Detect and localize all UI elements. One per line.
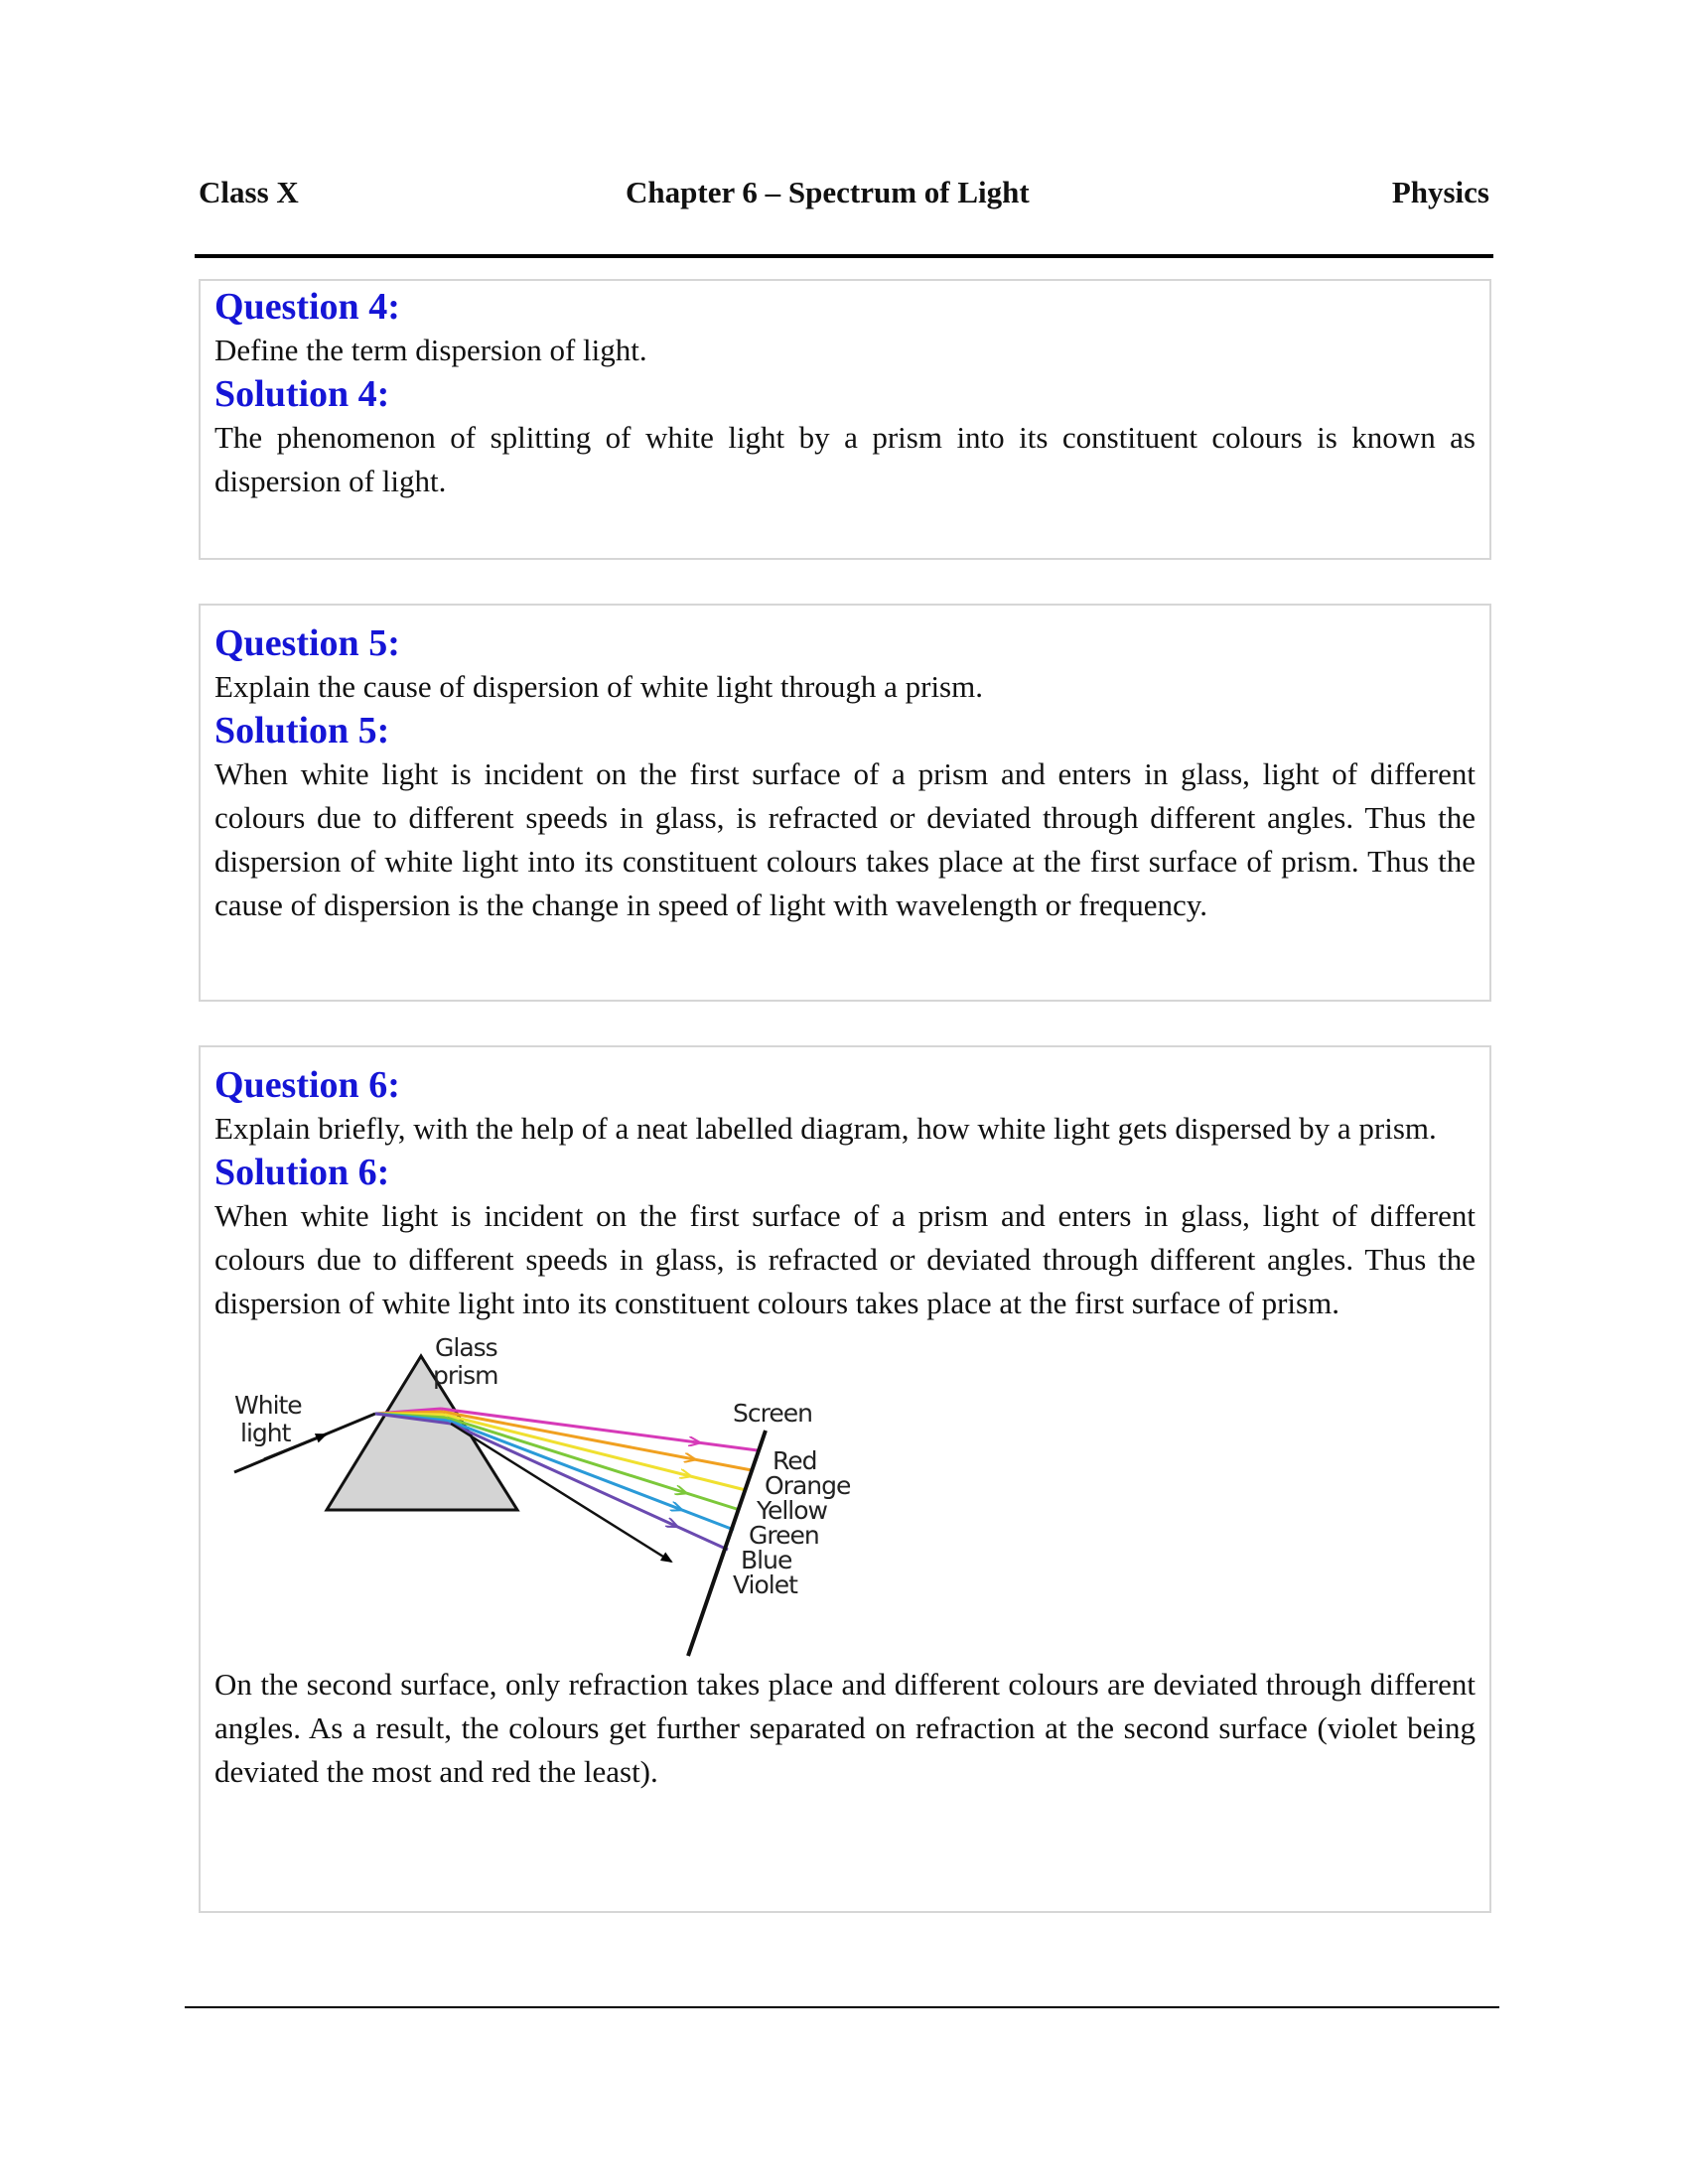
prism-dispersion-diagram bbox=[205, 1331, 851, 1659]
solution-4-heading: Solution 4: bbox=[214, 373, 390, 415]
footer-divider bbox=[185, 2006, 1499, 2008]
solution-6-text-2: On the second surface, only refraction takes place and different colours are deviated through different angles. As a result, the colours get further separated on refraction at the second surface (violet being deviated the most and red the least). bbox=[214, 1667, 1476, 1789]
question-5-text: Explain the cause of dispersion of white light through a prism. bbox=[214, 669, 983, 704]
subject-label: Physics bbox=[1391, 175, 1489, 209]
label-glass: Glass bbox=[435, 1333, 497, 1362]
question-4-text: Define the term dispersion of light. bbox=[214, 333, 647, 367]
label-screen: Screen bbox=[733, 1399, 812, 1428]
question-5-heading: Question 5: bbox=[214, 622, 400, 664]
class-label: Class X bbox=[199, 175, 299, 209]
question-4-heading: Question 4: bbox=[214, 286, 400, 328]
label-red: Red bbox=[773, 1446, 817, 1475]
label-prism: prism bbox=[433, 1361, 498, 1390]
chapter-title: Chapter 6 – Spectrum of Light bbox=[626, 175, 1030, 209]
question-5-box bbox=[199, 604, 1491, 1002]
page-header bbox=[199, 175, 1489, 214]
question-6-box bbox=[199, 1045, 1491, 1913]
solution-5-text: When white light is incident on the first surface of a prism and enters in glass, light of different colours due to different speeds in glass, is refracted or deviated through different angles. Thus the dispersion of white light into its constituent colours takes place at the first surface of prism. Thus the cause of dispersion is the change in speed of light with wavelength or frequency. bbox=[214, 756, 1476, 922]
question-6-heading: Question 6: bbox=[214, 1064, 400, 1106]
label-violet: Violet bbox=[733, 1570, 797, 1599]
question-4-box bbox=[199, 279, 1491, 560]
solution-5-heading: Solution 5: bbox=[214, 710, 390, 751]
solution-6-text: When white light is incident on the first surface of a prism and enters in glass, light of different colours due to different speeds in glass, is refracted or deviated through different angles. Thus the dispersion of white light into its constituent colours takes place at the first surface of prism. bbox=[214, 1198, 1476, 1320]
header-divider bbox=[195, 254, 1493, 258]
label-orange: Orange bbox=[765, 1471, 851, 1500]
label-green: Green bbox=[749, 1521, 819, 1550]
question-6-text: Explain briefly, with the help of a neat labelled diagram, how white light gets dispersed by a prism. bbox=[214, 1111, 1437, 1146]
solution-6-heading: Solution 6: bbox=[214, 1152, 390, 1193]
solution-4-text: The phenomenon of splitting of white light by a prism into its constituent colours is known as dispersion of light. bbox=[214, 420, 1476, 498]
label-blue: Blue bbox=[741, 1546, 792, 1574]
label-white: White bbox=[234, 1391, 302, 1420]
label-light: light bbox=[240, 1419, 291, 1447]
prism-diagram-svg bbox=[205, 1331, 840, 1659]
label-yellow: Yellow bbox=[757, 1496, 827, 1525]
